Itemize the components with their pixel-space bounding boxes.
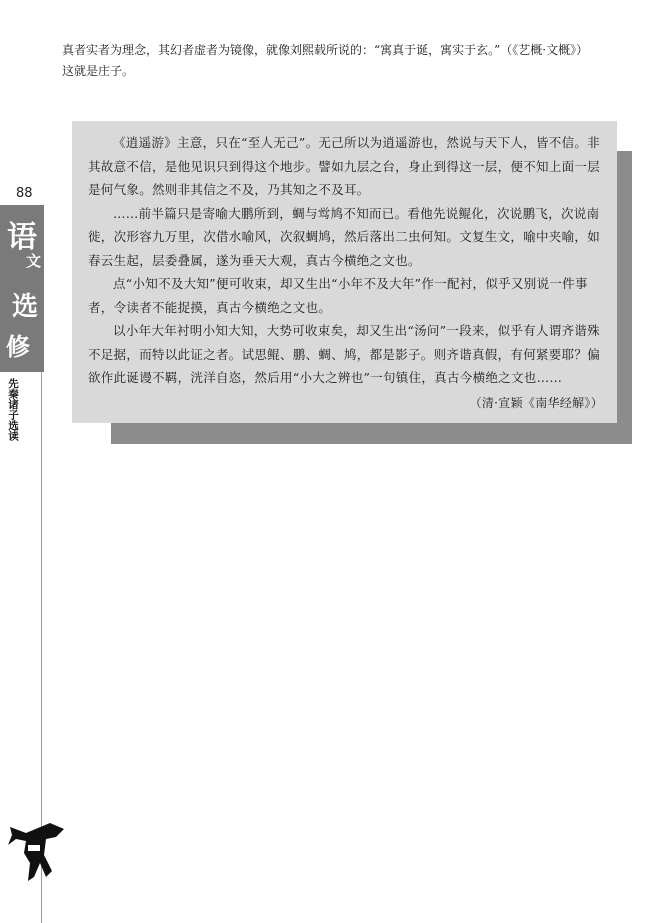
series-char-4: 修 <box>6 332 30 361</box>
series-char-2: 文 <box>26 252 42 270</box>
book-subtitle: 先秦诸子选读 <box>7 378 19 441</box>
intro-text <box>62 40 632 82</box>
ancient-vessel-seal-icon <box>6 815 68 885</box>
quote-source: （清·宣颖《南华经解》） <box>469 395 603 410</box>
series-char-1: 语 <box>7 220 37 255</box>
quote-box <box>72 121 617 423</box>
quote-paragraph-2: ……前半篇只是寄喻大鹏所到，蜩与鸴鸠不知而已。看他先说鲲化，次说鹏飞，次说南徙，次形容九万里，次借水喻风，次叙蜩鸠，然后落出二虫何知。文复生文，喻中夹喻，如春云生起，层委叠属，遂为垂天大观，真古今横绝之文也。 <box>88 205 601 268</box>
series-char-3: 选 <box>12 292 39 322</box>
page-number: 88 <box>16 186 33 201</box>
quote-paragraph-4: 以小年大年衬明小知大知，大势可收束矣，却又生出“汤问”一段来，似乎有人谓齐谐殊不足据，而特以此证之者。试思鲲、鹏、蜩、鸠，都是影子。则齐谐真假，有何紧要耶？偏欲作此诞谩不羁，洸洋自恣，然后用“小大之辨也”一句镇住，真古今横绝之文也…… <box>88 323 601 385</box>
intro-line-1: 真者实者为理念，其幻者虚者为镜像，就像刘熙载所说的：“寓真于诞，寓实于玄。”（《艺概·文概》） <box>62 43 589 57</box>
quote-paragraph-3: 点“小知不及大知”便可收束，却又生出“小年不及大年”作一配衬，似乎又别说一件事者，令读者不能捉摸，真古今横绝之文也。 <box>88 276 588 315</box>
quote-paragraph-1: 《逍遥游》主意，只在“至人无己”。无己所以为逍遥游也，然说与天下人，皆不信。非其故意不信，是他见识只到得这个地步。譬如九层之台，身止到得这一层，便不知上面一层是何气象。然则非其信之不及，乃其知之不及耳。 <box>88 135 601 197</box>
intro-line-2: 这就是庄子。 <box>62 64 135 78</box>
